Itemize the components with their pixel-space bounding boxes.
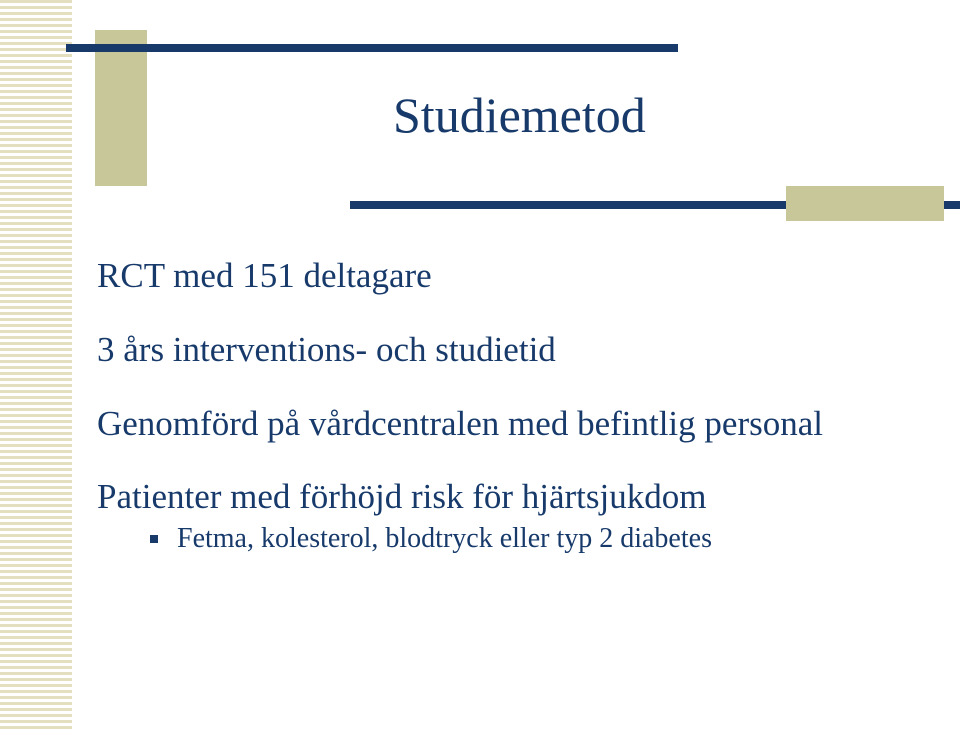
bullet-item: Genomförd på vårdcentralen med befintlig personal <box>97 403 823 443</box>
square-bullet-icon <box>150 535 158 543</box>
bullet-item: RCT med 151 deltagare <box>97 256 432 295</box>
sub-bullet-item <box>97 521 937 557</box>
bullet-item: 3 års interventions- och studietid <box>97 329 556 369</box>
decorative-stripe-band <box>0 0 72 730</box>
slide-title: Studiemetod <box>393 87 646 143</box>
slide-content <box>97 254 937 557</box>
decorative-top-block <box>95 30 147 186</box>
sub-bullet-text: Fetma, kolesterol, blodtryck eller typ 2 diabetes <box>177 523 712 554</box>
decorative-top-rule <box>66 44 678 52</box>
bullet-item: Patienter med förhöjd risk för hjärtsjukdom <box>97 477 707 517</box>
decorative-title-block <box>786 186 944 221</box>
